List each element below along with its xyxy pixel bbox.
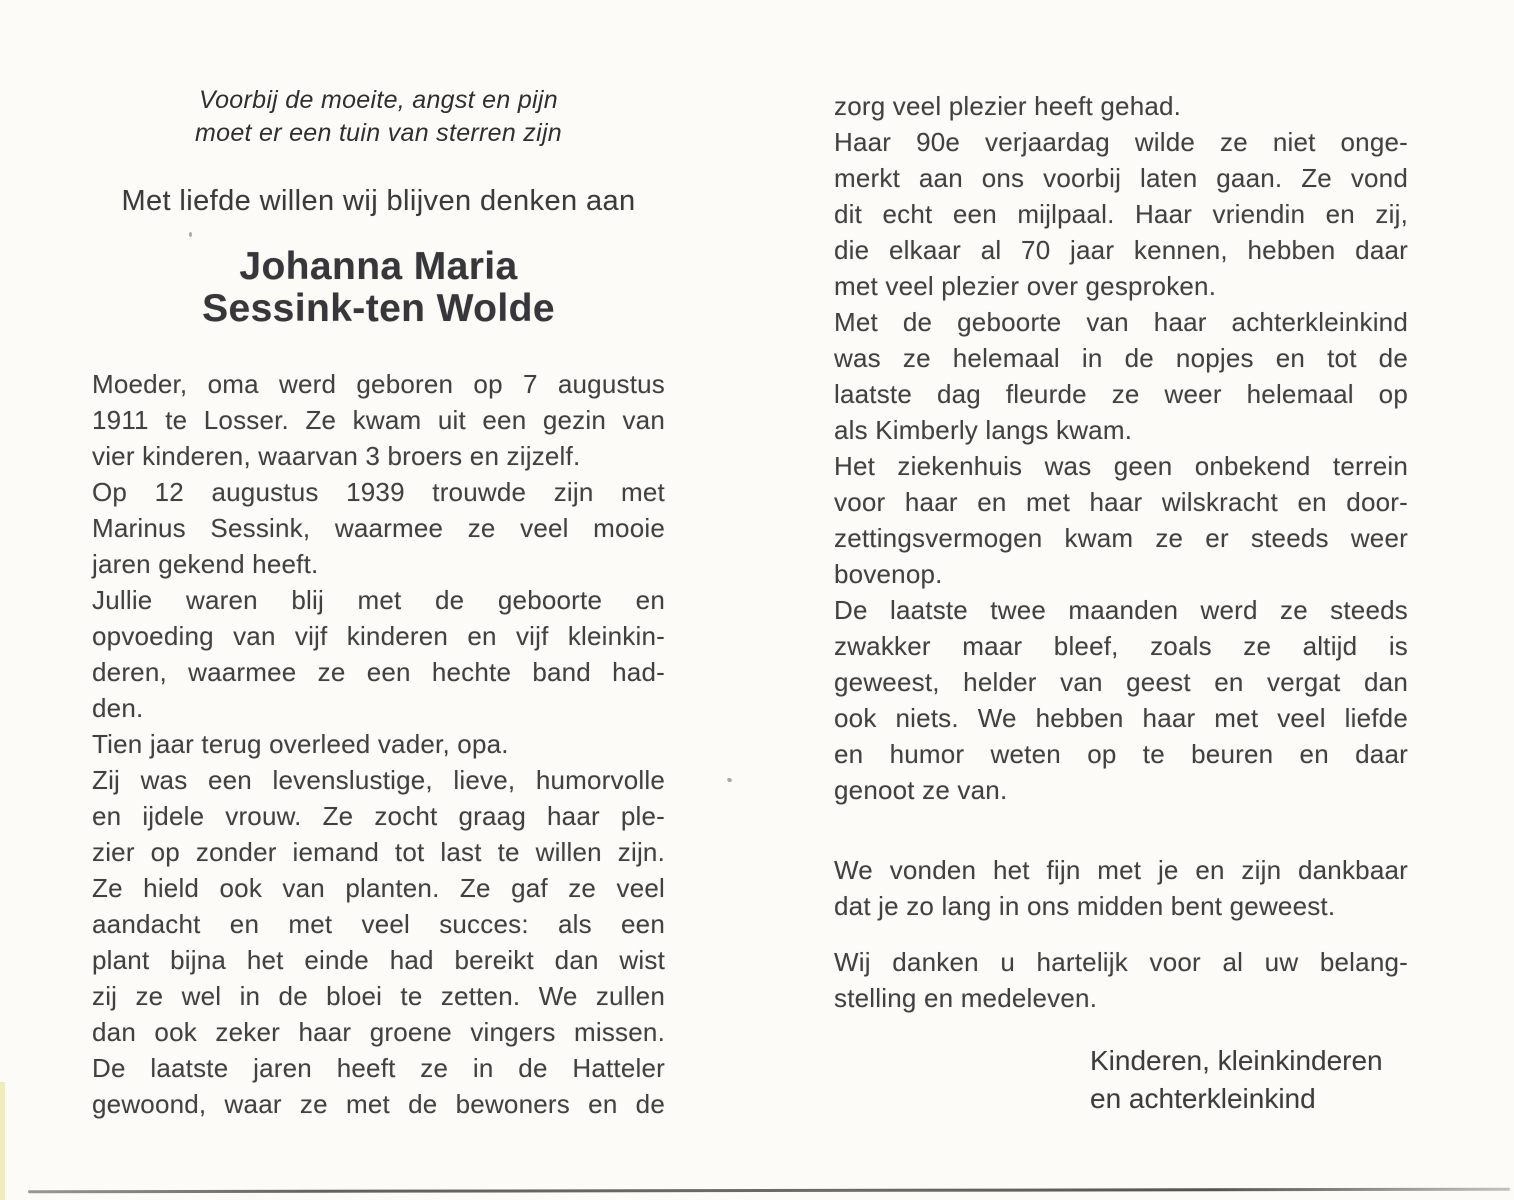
- text-line: en achterkleinkind: [1090, 1083, 1316, 1114]
- text-line: Wij danken u hartelijk voor al uw belang-: [834, 947, 1408, 977]
- text-line: Jullie waren blij met de geboorte en: [92, 585, 665, 615]
- text-line: dan ook zeker haar groene vingers missen.: [92, 1017, 665, 1047]
- opening-poem: [92, 84, 665, 150]
- text-line: 1911 te Losser. Ze kwam uit een gezin van: [92, 405, 665, 435]
- family-signature: [834, 1042, 1408, 1118]
- text-line: gewoond, waar ze met de bewoners en de: [92, 1089, 665, 1119]
- scan-edge-line: [28, 1188, 1510, 1194]
- text-line: Moeder, oma werd geboren op 7 augustus: [92, 369, 665, 399]
- text-line: Sessink-ten Wolde: [202, 287, 555, 330]
- text-line: laatste dag fleurde ze weer helemaal op: [834, 379, 1408, 409]
- life-story-right: [834, 88, 1408, 808]
- text-line: De laatste jaren heeft ze in de Hatteler: [92, 1053, 665, 1083]
- text-line: Haar 90e verjaardag wilde ze niet onge-: [834, 127, 1408, 157]
- right-column: [834, 88, 1408, 1118]
- text-line: als Kimberly langs kwam.: [834, 415, 1133, 445]
- text-line: dit echt een mijlpaal. Haar vriendin en zij,: [834, 199, 1408, 229]
- text-line: moet er een tuin van sterren zijn: [194, 119, 563, 147]
- text-line: deren, waarmee ze een hechte band had-: [92, 657, 665, 687]
- text-line: De laatste twee maanden werd ze steeds: [834, 595, 1408, 625]
- text-line: en humor weten op te beuren en daar: [834, 739, 1408, 769]
- text-line: Op 12 augustus 1939 trouwde zijn met: [92, 477, 665, 507]
- text-line: Voorbij de moeite, angst en pijn: [199, 86, 558, 114]
- text-line: Marinus Sessink, waarmee ze veel mooie: [92, 513, 665, 543]
- text-line: Zij was een levenslustige, lieve, humorvolle: [92, 765, 665, 795]
- text-line: Het ziekenhuis was geen onbekend terrein: [834, 451, 1408, 481]
- text-line: zier op zonder iemand tot last te willen zijn.: [92, 837, 665, 867]
- text-line: jaren gekend heeft.: [92, 549, 319, 579]
- text-line: Kinderen, kleinkinderen: [1090, 1045, 1383, 1076]
- text-line: stelling en medeleven.: [834, 983, 1098, 1013]
- text-line: voor haar en met haar wilskracht en door-: [834, 487, 1408, 517]
- text-line: Met de geboorte van haar achterkleinkind: [834, 307, 1408, 337]
- text-line: aandacht en met veel succes: als een: [92, 909, 665, 939]
- remembrance-intro: Met liefde willen wij blijven denken aan: [121, 185, 636, 217]
- text-line: zwakker maar bleef, zoals ze altijd is: [834, 631, 1408, 661]
- thanks-paragraph: [834, 944, 1408, 1016]
- text-line: merkt aan ons voorbij laten gaan. Ze vond: [834, 163, 1408, 193]
- text-line: zettingsvermogen kwam ze er steeds weer: [834, 523, 1408, 553]
- left-column: [92, 84, 665, 1122]
- text-line: Johanna Maria: [239, 245, 518, 288]
- text-line: geweest, helder van geest en vergat dan: [834, 667, 1408, 697]
- scan-edge-strip: [0, 1082, 5, 1200]
- text-line: Tien jaar terug overleed vader, opa.: [92, 729, 509, 759]
- text-line: opvoeding van vijf kinderen en vijf kleinkin-: [92, 621, 665, 651]
- scan-speck: [726, 777, 732, 783]
- text-line: den.: [92, 693, 144, 723]
- life-story-left: [92, 366, 665, 1122]
- text-line: Ze hield ook van planten. Ze gaf ze veel: [92, 873, 665, 903]
- text-line: die elkaar al 70 jaar kennen, hebben daar: [834, 235, 1408, 265]
- text-line: met veel plezier over gesproken.: [834, 271, 1217, 301]
- text-line: bovenop.: [834, 559, 943, 589]
- text-line: dat je zo lang in ons midden bent geweest.: [834, 891, 1336, 921]
- scan-speck: [189, 232, 192, 237]
- text-line: vier kinderen, waarvan 3 broers en zijzelf.: [92, 441, 581, 471]
- gratitude-paragraph: [834, 852, 1408, 924]
- text-line: plant bijna het einde had bereikt dan wist: [92, 945, 665, 975]
- deceased-name: [92, 246, 665, 330]
- text-line: zorg veel plezier heeft gehad.: [834, 91, 1182, 121]
- text-line: zij ze wel in de bloei te zetten. We zullen: [92, 981, 665, 1011]
- text-line: was ze helemaal in de nopjes en tot de: [834, 343, 1408, 373]
- text-line: We vonden het fijn met je en zijn dankbaar: [834, 855, 1408, 885]
- text-line: genoot ze van.: [834, 775, 1008, 805]
- text-line: en ijdele vrouw. Ze zocht graag haar ple-: [92, 801, 665, 831]
- text-line: ook niets. We hebben haar met veel liefde: [834, 703, 1408, 733]
